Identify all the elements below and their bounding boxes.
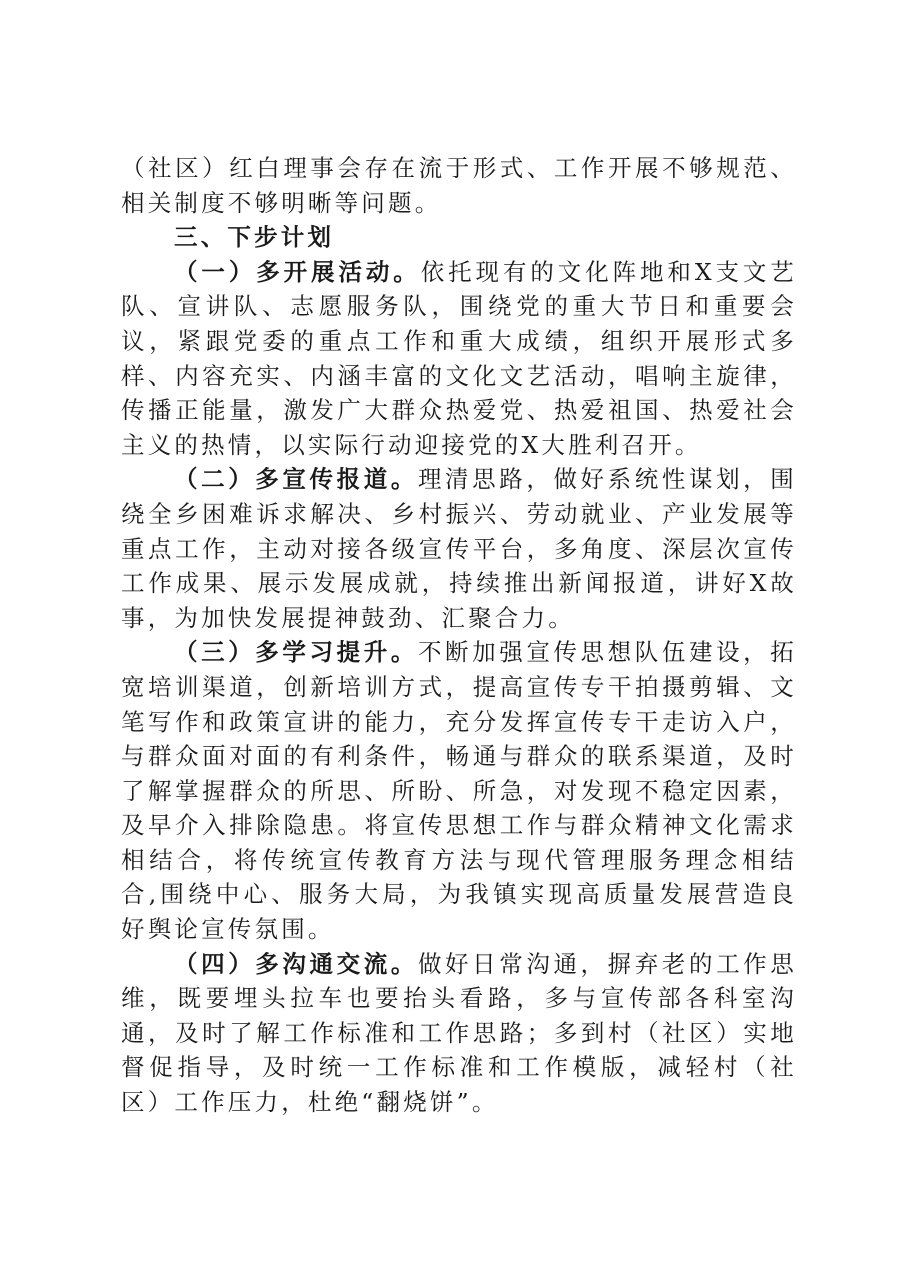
plan-item-4-lead: （四）多沟通交流。	[174, 949, 418, 978]
plan-item-3-lead: （三）多学习提升。	[174, 638, 418, 667]
document-body	[121, 151, 797, 1120]
plan-item-4-body: 做好日常沟通，摒弃老的工作思维，既要埋头拉车也要抬头看路，多与宣传部各科室沟通，及时了解工作标准和工作思路；多到村（社区）实地督促指导，及时统一工作标准和工作模版，减轻村（社区）工作压力，杜绝“翻烧饼”。	[121, 949, 797, 1117]
plan-item-4	[121, 947, 797, 1120]
plan-item-2	[121, 462, 797, 635]
plan-item-2-lead: （二）多宣传报道。	[174, 465, 418, 494]
plan-item-3	[121, 635, 797, 946]
intro-paragraph: （社区）红白理事会存在流于形式、工作开展不够规范、相关制度不够明晰等问题。	[121, 154, 797, 217]
plan-item-1-body: 依托现有的文化阵地和X支文艺队、宣讲队、志愿服务队，围绕党的重大节日和重要会议，紧跟党委的重点工作和重大成绩，组织开展形式多样、内容充实、内涵丰富的文化文艺活动，唱响主旋律，传播正能量，激发广大群众热爱党、热爱祖国、热爱社会主义的热情，以实际行动迎接党的X大胜利召开。	[121, 257, 797, 459]
plan-item-1	[121, 255, 797, 463]
plan-item-1-lead: （一）多开展活动。	[174, 257, 421, 286]
plan-item-3-body: 不断加强宣传思想队伍建设，拓宽培训渠道，创新培训方式，提高宣传专干拍摄剪辑、文笔写作和政策宣讲的能力，充分发挥宣传专干走访入户，与群众面对面的有利条件，畅通与群众的联系渠道，及时了解掌握群众的所思、所盼、所急，对发现不稳定因素，及早介入排除隐患。将宣传思想工作与群众精神文化需求相结合，将传统宣传教育方法与现代管理服务理念相结合,围绕中心、服务大局，为我镇实现高质量发展营造良好舆论宣传氛围。	[121, 638, 797, 944]
section-heading: 三、下步计划	[174, 223, 335, 252]
plan-item-2-body: 理清思路，做好系统性谋划，围绕全乡困难诉求解决、乡村振兴、劳动就业、产业发展等重点工作，主动对接各级宣传平台，多角度、深层次宣传工作成果、展示发展成就，持续推出新闻报道，讲好X故事，为加快发展提神鼓劲、汇聚合力。	[121, 465, 797, 632]
